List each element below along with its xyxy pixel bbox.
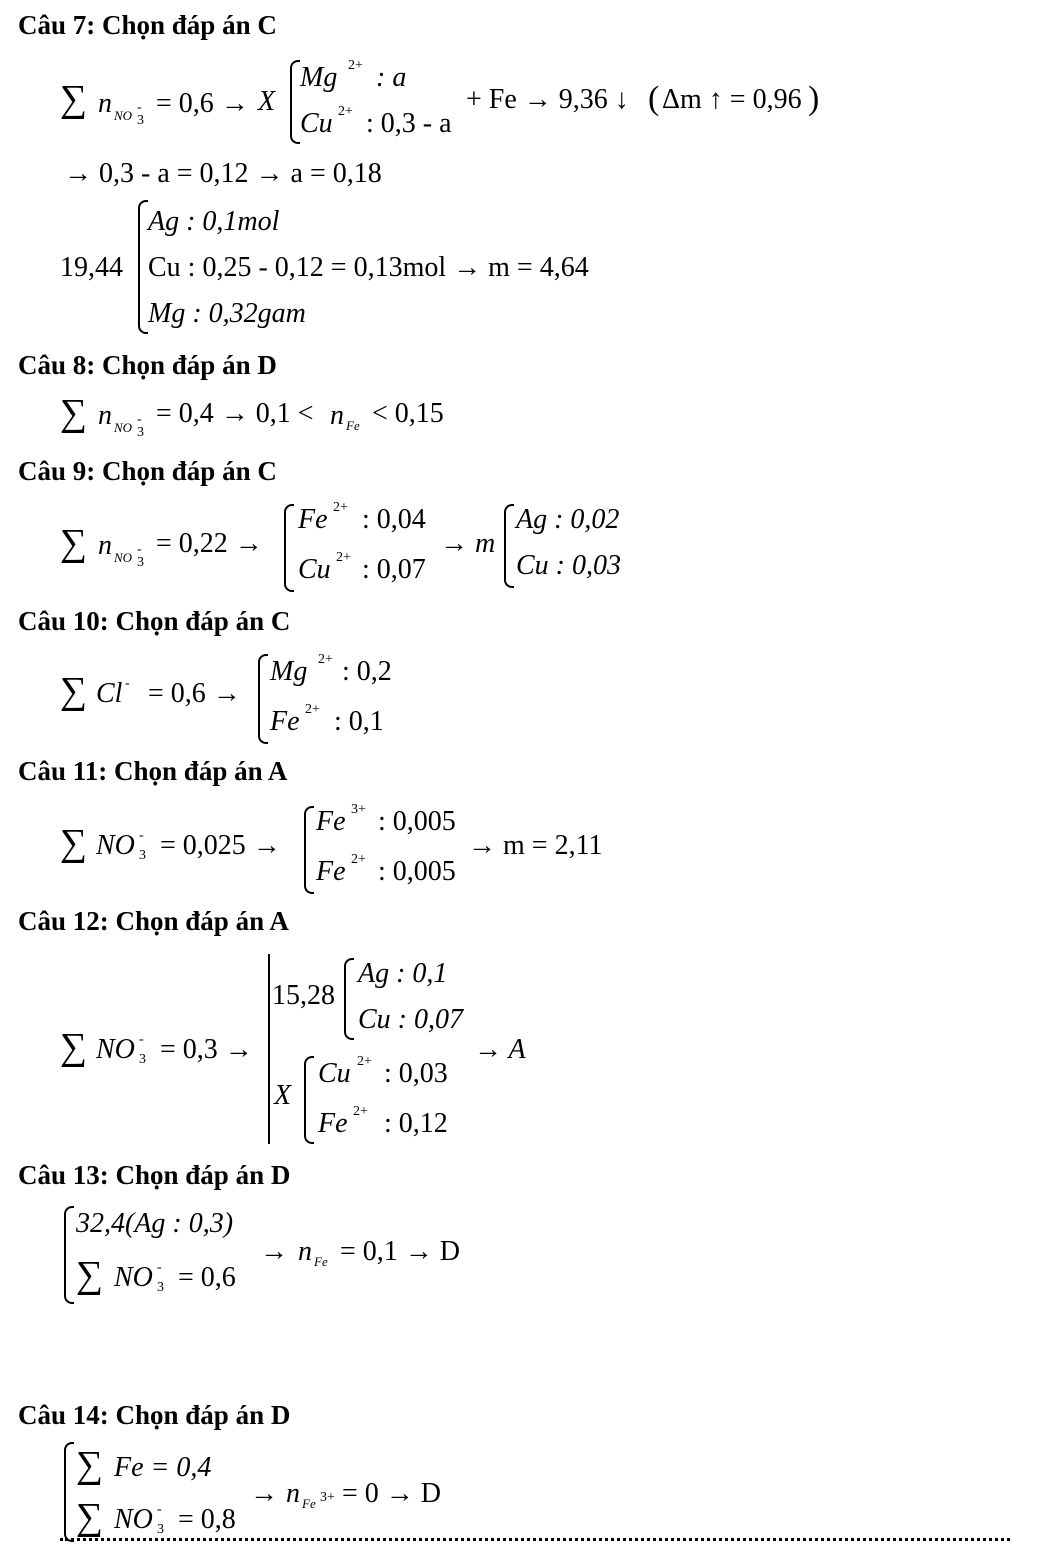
ion-cu: Cu [298,554,331,585]
chloride-symbol: Cl [96,678,123,709]
system-item: Ag : 0,02 [516,504,620,535]
subscript-no: NO [114,108,133,123]
equation-text: → m [440,528,496,559]
subscript-3: 3 [137,425,144,440]
superscript-minus: - [137,412,142,427]
equation-text: = 0,8 [178,1504,236,1535]
charge: 2+ [357,1054,372,1069]
arrow: → [250,1478,278,1509]
n-symbol: n [98,88,112,119]
question-9-heading: Câu 9: Chọn đáp án C [18,456,277,486]
brace [504,504,514,588]
charge: 2+ [305,702,320,717]
amount: : 0,3 - a [366,108,452,139]
brace [290,60,300,144]
charge: 2+ [348,58,363,73]
subscript-3: 3 [157,1522,164,1537]
question-7-heading: Câu 7: Chọn đáp án C [18,10,277,40]
ion-cu: Cu [318,1058,351,1089]
amount: : 0,1 [334,706,384,737]
mass-value: 19,44 [60,252,123,283]
system-item: Ag : 0,1mol [148,206,280,237]
subscript-3: 3 [139,848,146,863]
subscript-no: NO [114,550,133,565]
equation-text: = 0,4 → 0,1 < [156,398,314,429]
sum-symbol: ∑ [76,1444,104,1486]
equation-text: → A [474,1034,526,1065]
sum-symbol: ∑ [76,1496,104,1538]
ion-mg: Mg [300,62,338,93]
arrow: → [260,1236,288,1267]
subscript-no: NO [114,420,133,435]
delta-mass: Δm ↑ = 0,96 [662,84,802,115]
charge: 3+ [351,802,366,817]
amount: : 0,2 [342,656,392,687]
charge: 2+ [351,852,366,867]
amount: : 0,005 [378,806,456,837]
amount: : 0,005 [378,856,456,887]
equation-text: < 0,15 [372,398,444,429]
sum-symbol: ∑ [60,822,88,864]
vertical-bar [268,954,270,1144]
sum-symbol: ∑ [60,522,88,564]
nitrate-symbol: NO [96,830,135,861]
superscript-minus: - [137,100,142,115]
superscript-minus: - [125,676,130,691]
brace [284,504,294,592]
subscript-3: 3 [137,113,144,128]
question-10-heading: Câu 10: Chọn đáp án C [18,606,291,636]
system-item: Cu : 0,07 [358,1004,463,1035]
amount: : 0,07 [362,554,426,585]
brace [64,1442,74,1542]
brace [64,1206,74,1304]
charge: 2+ [338,104,353,119]
equation-text: = 0,6 → [148,678,241,709]
sum-symbol: ∑ [60,1026,88,1068]
sum-symbol: ∑ [60,392,88,434]
equation-text: = 0 → D [342,1478,442,1509]
equation-text: + Fe → 9,36 ↓ [466,84,629,115]
ion-fe: Fe [316,806,346,837]
equation-line: → 0,3 - a = 0,12 → a = 0,18 [64,158,382,189]
sum-symbol: ∑ [76,1254,104,1296]
ion-fe: Fe [298,504,328,535]
n-symbol: n [330,400,344,431]
charge: 2+ [318,652,333,667]
charge: 2+ [333,500,348,515]
sum-symbol: ∑ [60,78,88,120]
subscript-3: 3 [157,1280,164,1295]
sum-symbol: ∑ [60,670,88,712]
clipped-text-line [60,1538,1010,1541]
equation-text: = 0,025 → [160,830,281,861]
n-symbol: n [286,1478,300,1509]
paren-open: ( [648,80,660,117]
charge: 2+ [353,1104,368,1119]
n-symbol: n [98,400,112,431]
subscript-fe: Fe [346,418,360,433]
subscript-fe: Fe [302,1496,316,1511]
system-item: Cu : 0,03 [516,550,621,581]
system-item: Fe = 0,4 [114,1452,212,1483]
ion-fe: Fe [316,856,346,887]
subscript-fe: Fe [314,1254,328,1269]
brace [258,654,268,744]
charge: 3+ [320,1490,335,1505]
x-symbol: X [258,86,276,117]
question-8-heading: Câu 8: Chọn đáp án D [18,350,277,380]
equation-text: = 0,3 → [160,1034,253,1065]
nitrate-symbol: NO [114,1504,153,1535]
system-item: Ag : 0,1 [358,958,448,989]
charge: 2+ [336,550,351,565]
amount: : 0,03 [384,1058,448,1089]
ion-cu: Cu [300,108,333,139]
amount: : a [376,62,407,93]
n-symbol: n [298,1236,312,1267]
nitrate-symbol: NO [96,1034,135,1065]
superscript-minus: - [139,828,144,843]
superscript-minus: - [157,1260,162,1275]
x-symbol: X [274,1080,292,1111]
equation-text: = 0,1 → D [340,1236,461,1267]
equation-text: → m = 2,11 [468,830,603,861]
system-item: 32,4(Ag : 0,3) [76,1208,234,1239]
superscript-minus: - [137,542,142,557]
nitrate-symbol: NO [114,1262,153,1293]
question-13-heading: Câu 13: Chọn đáp án D [18,1160,291,1190]
subscript-3: 3 [137,555,144,570]
amount: : 0,04 [362,504,426,535]
subscript-3: 3 [139,1052,146,1067]
ion-mg: Mg [270,656,308,687]
question-11-heading: Câu 11: Chọn đáp án A [18,756,288,786]
ion-fe: Fe [318,1108,348,1139]
question-12-heading: Câu 12: Chọn đáp án A [18,906,289,936]
paren-close: ) [808,80,820,117]
equation-text: = 0,6 → [156,88,249,119]
brace [344,958,354,1040]
equation-text: = 0,6 [178,1262,236,1293]
amount: : 0,12 [384,1108,448,1139]
n-symbol: n [98,530,112,561]
mass-value: 15,28 [272,980,335,1011]
brace [304,1056,314,1144]
brace [138,200,148,334]
superscript-minus: - [139,1032,144,1047]
superscript-minus: - [157,1502,162,1517]
question-14-heading: Câu 14: Chọn đáp án D [18,1400,291,1430]
equation-text: = 0,22 → [156,528,263,559]
ion-fe: Fe [270,706,300,737]
system-item: Cu : 0,25 - 0,12 = 0,13mol → m = 4,64 [148,252,589,283]
brace [304,806,314,894]
system-item: Mg : 0,32gam [148,298,306,329]
